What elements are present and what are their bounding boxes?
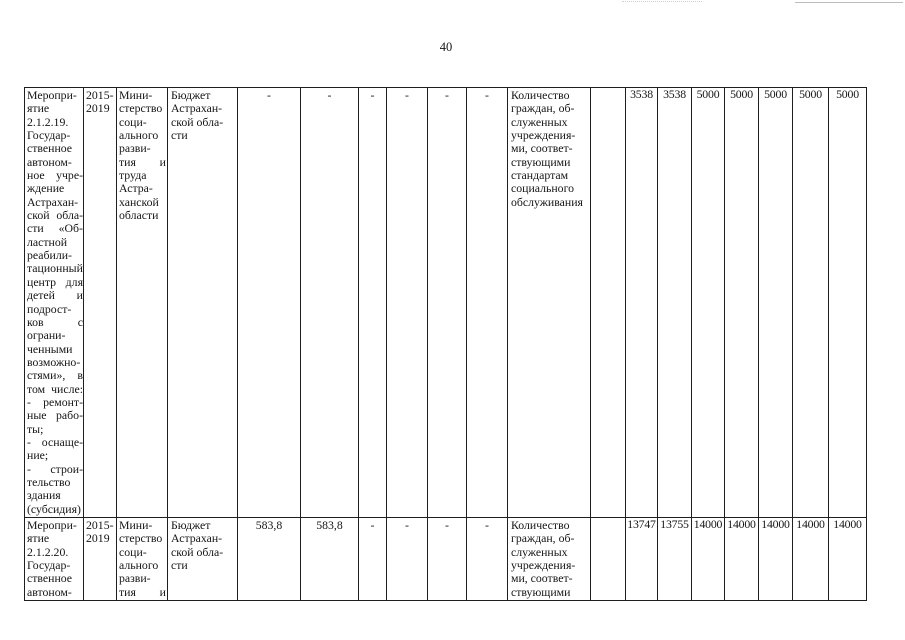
cell-text-line: ченными — [27, 341, 73, 356]
executor-cell — [117, 518, 168, 601]
target-text: 13747 — [627, 518, 656, 531]
scan-artifact-line — [795, 2, 903, 3]
cell-text-line: разви- — [119, 571, 151, 586]
cell-text-line: ской обла- — [171, 114, 224, 129]
program-table — [24, 87, 867, 601]
indicator-cell — [508, 518, 591, 601]
value-text: - — [370, 518, 375, 532]
scan-artifact-dots — [622, 1, 702, 2]
cell-text-line: Государ- — [27, 558, 71, 573]
cell-text-line: центр для — [27, 274, 83, 289]
cell-text-line: сти — [171, 558, 188, 573]
cell-text-line: ми, соответ- — [511, 141, 573, 156]
value-text: 583,8 — [255, 518, 283, 532]
value-text: - — [445, 88, 449, 102]
target-text: 5000 — [764, 87, 787, 101]
value-text: - — [370, 88, 375, 102]
value-cell — [387, 88, 428, 518]
target-cell — [658, 518, 692, 601]
value-text: - — [405, 88, 409, 102]
value-cell — [301, 88, 359, 518]
cell-text-line: разви- — [119, 141, 151, 156]
cell-text-line: тельство — [27, 474, 71, 489]
cell-text-line: возможно- — [27, 354, 81, 369]
cell-text-line: ального — [119, 128, 159, 143]
cell-text-line: 2019 — [86, 531, 110, 546]
target-text: 3538 — [630, 87, 653, 101]
value-cell — [428, 88, 467, 518]
cell-text-line: Меропри- — [27, 518, 77, 532]
cell-text-line: - строи- — [27, 461, 83, 476]
cell-text-line: Астрахан- — [171, 531, 223, 546]
value-text: 583,8 — [316, 518, 343, 532]
cell-text-line: ханской — [119, 194, 159, 209]
value-cell — [301, 518, 359, 601]
cell-text-line: - ремонт- — [27, 394, 83, 409]
cell-text-line: автоном- — [27, 154, 72, 169]
cell-text-line: ской обла- — [27, 208, 83, 223]
target-text: 5000 — [696, 87, 720, 101]
cell-text-line: ятие — [27, 531, 50, 546]
cell-text-line: стями», в — [27, 368, 83, 383]
cell-text-line: ми, соответ- — [511, 571, 573, 586]
target-cell — [626, 518, 658, 601]
cell-text-line: - оснаще- — [27, 434, 83, 449]
target-text: 14000 — [693, 518, 723, 531]
cell-text-line: (субсидия) — [27, 501, 81, 516]
target-text: 13755 — [660, 518, 689, 531]
years-cell — [84, 88, 117, 518]
cell-text-line: ластной — [27, 234, 68, 249]
target-cell — [829, 88, 867, 518]
target-text: 5000 — [730, 87, 753, 101]
cell-text-line: ты; — [27, 421, 44, 436]
indicator-cell — [508, 88, 591, 518]
cell-text-line: труда — [119, 168, 147, 183]
cell-text-line: учреждения- — [511, 558, 576, 573]
cell-text-line: ственное — [27, 141, 73, 156]
cell-text-line: Астрахан- — [171, 101, 223, 116]
target-cell — [725, 88, 759, 518]
cell-text-line: Астра- — [119, 181, 153, 196]
value-cell — [238, 518, 301, 601]
cell-text-line: Астрахан- — [27, 194, 79, 209]
cell-text-line: ального — [119, 558, 159, 573]
value-cell — [467, 518, 508, 601]
cell-text-line: ограни- — [27, 328, 66, 343]
cell-text-line: соци- — [119, 114, 147, 129]
cell-text-line: Количество — [511, 518, 570, 532]
cell-text-line: ние; — [27, 448, 49, 463]
measure-cell — [25, 518, 84, 601]
target-cell — [658, 88, 692, 518]
cell-text-line: ятие — [27, 101, 50, 116]
cell-text-line: граждан, об- — [511, 101, 575, 116]
value-cell — [359, 88, 387, 518]
cell-text-line: детей и — [27, 288, 83, 303]
cell-text-line: области — [119, 208, 159, 223]
cell-text-line: сти — [171, 128, 188, 143]
target-cell — [759, 518, 793, 601]
cell-text-line: автоном- — [27, 584, 72, 599]
value-cell — [238, 88, 301, 518]
target-text: 14000 — [761, 518, 790, 531]
target-cell — [692, 518, 725, 601]
cell-text-line: Бюджет — [171, 518, 211, 532]
cell-text-line: ствующими — [511, 584, 571, 599]
target-cell — [692, 88, 725, 518]
cell-text-line: граждан, об- — [511, 531, 575, 546]
cell-text-line: Государ- — [27, 128, 71, 143]
cell-text-line: 2015- — [86, 88, 114, 102]
measure-cell — [25, 88, 84, 518]
value-cell — [359, 518, 387, 601]
value-text: - — [485, 88, 489, 102]
cell-text-line: тационный — [27, 261, 83, 276]
cell-text-line: Мини- — [119, 88, 153, 102]
cell-text-line: тия и — [119, 154, 166, 169]
value-cell — [467, 88, 508, 518]
value-text: - — [267, 88, 271, 102]
cell-text-line: Количество — [511, 88, 570, 102]
cell-text-line: обслуживания — [511, 194, 583, 209]
target-text: 5000 — [836, 87, 859, 101]
cell-text-line: стерство — [119, 531, 163, 546]
cell-text-line: стерство — [119, 101, 163, 116]
cell-text-line: сти «Об- — [27, 221, 83, 236]
cell-text-line: 2.1.2.20. — [27, 544, 69, 559]
cell-text-line: ской обла- — [171, 544, 224, 559]
cell-text-line: служенных — [511, 544, 568, 559]
cell-text-line: ствующими — [511, 154, 571, 169]
cell-text-line: ков с — [27, 314, 83, 329]
target-text: 14000 — [727, 518, 756, 531]
cell-text-line: 2.1.2.19. — [27, 114, 69, 129]
cell-text-line: 2019 — [86, 101, 110, 116]
value-cell — [428, 518, 467, 601]
funding-source-cell — [168, 88, 238, 518]
target-cell — [829, 518, 867, 601]
target-cell — [759, 88, 793, 518]
target-cell — [725, 518, 759, 601]
page-number: 40 — [439, 40, 453, 54]
value-text: - — [445, 518, 449, 532]
target-cell — [626, 88, 658, 518]
cell-text-line: том числе: — [27, 381, 83, 396]
cell-text-line: здания — [27, 488, 61, 503]
cell-text-line: служенных — [511, 114, 568, 129]
cell-text-line: Мини- — [119, 518, 153, 532]
cell-text-line: ные рабо- — [27, 408, 83, 423]
target-text: 14000 — [796, 518, 825, 531]
target-cell — [793, 88, 829, 518]
cell-text-line: Меропри- — [27, 88, 77, 102]
years-cell — [84, 518, 117, 601]
funding-source-cell — [168, 518, 238, 601]
value-text: - — [405, 518, 409, 532]
target-text: 14000 — [833, 518, 862, 531]
target-text: 5000 — [799, 87, 822, 101]
target-text: 3538 — [663, 87, 686, 101]
cell-text-line: соци- — [119, 544, 147, 559]
cell-text-line: учреждения- — [511, 128, 576, 143]
cell-text-line: Бюджет — [171, 88, 211, 102]
unit-cell — [591, 88, 626, 518]
value-cell — [387, 518, 428, 601]
cell-text-line: тия и — [119, 584, 166, 599]
cell-text-line: социального — [511, 181, 575, 196]
cell-text-line: реабили- — [27, 248, 72, 263]
unit-cell — [591, 518, 626, 601]
value-text: - — [485, 518, 489, 532]
cell-text-line: подрост- — [27, 301, 72, 316]
cell-text-line: ное учре- — [27, 168, 83, 183]
cell-text-line: ждение — [27, 181, 65, 196]
executor-cell — [117, 88, 168, 518]
cell-text-line: стандартам — [511, 168, 569, 183]
value-text: - — [327, 88, 332, 102]
target-cell — [793, 518, 829, 601]
cell-text-line: 2015- — [86, 518, 114, 532]
cell-text-line: ственное — [27, 571, 73, 586]
